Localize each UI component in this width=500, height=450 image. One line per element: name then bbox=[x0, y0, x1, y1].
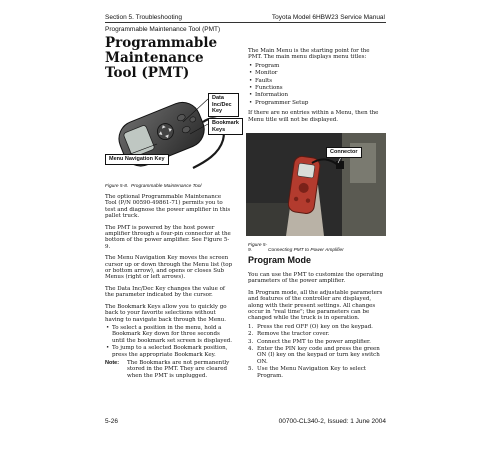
paragraph: The PMT is powered by the host power amplifier through a four-pin connector at the bottom of the power amplifier. See Figure 5-9. bbox=[105, 224, 231, 250]
pmt-figure bbox=[105, 82, 239, 180]
paragraph: In Program mode, all the adjustable parameters and features of the controller are displayed, along with their present settings. All changes occur in "real time"; the parameters can be changed while the truck is in operation. bbox=[248, 289, 383, 322]
step-item: 2. Remove the tractor cover. bbox=[248, 331, 330, 338]
figure-caption-5-9 bbox=[248, 243, 344, 253]
paragraph: The Data Inc/Dec Key changes the value of the parameter indicated by the cursor. bbox=[105, 285, 225, 299]
paragraph: The Main Menu is the starting point for the PMT. The main menu displays menu titles: bbox=[248, 48, 370, 61]
bullet-icon: • bbox=[249, 85, 253, 92]
bullet-icon: • bbox=[249, 77, 253, 84]
list-item: • Programmer Setup bbox=[249, 99, 309, 106]
figure-caption-5-8 bbox=[105, 184, 201, 189]
document-id: 00700-CL340-2, Issued: 1 June 2004 bbox=[278, 418, 386, 425]
list-item: • Information bbox=[249, 92, 289, 99]
figure-number: Figure 5-9. bbox=[248, 243, 268, 253]
right-column-bottom bbox=[248, 272, 384, 380]
bullet-icon: • bbox=[106, 345, 110, 352]
right-column-top bbox=[248, 48, 384, 128]
list-item: • Program bbox=[249, 62, 280, 69]
callout-connector: Connector bbox=[326, 147, 362, 158]
header-rule bbox=[105, 22, 386, 23]
paragraph: You can use the PMT to customize the operating parameters of the power amplifier. bbox=[248, 272, 384, 285]
note-text: The Bookmarks are not permanently stored in the PMT. They are cleared when the PMT is unplugged. bbox=[127, 359, 230, 379]
paragraph: The Bookmark Keys allow you to quickly go back to your favorite selections without having to navigate back through the Menu. bbox=[105, 303, 227, 323]
bullet-item: • To select a position in the menu, hold a Bookmark Key down for three seconds until the bookmark set screen is displayed. bbox=[106, 324, 232, 344]
step-item: 3. Connect the PMT to the power amplifier. bbox=[248, 338, 371, 345]
page-number: 5-26 bbox=[105, 418, 119, 425]
callout-bookmark-keys: Bookmark Keys bbox=[208, 118, 243, 135]
figure-number: Figure 5-8. bbox=[105, 184, 129, 189]
bullet-icon: • bbox=[106, 324, 110, 331]
bullet-icon: • bbox=[249, 70, 253, 77]
bullet-icon: • bbox=[249, 99, 253, 106]
subsection-title: Programmable Maintenance Tool (PMT) bbox=[105, 26, 221, 33]
step-item: 1. Press the red OFF (O) key on the keypad. bbox=[248, 323, 373, 330]
note bbox=[105, 360, 233, 379]
list-item: • Faults bbox=[249, 77, 273, 84]
pmt-connection-illustration bbox=[246, 133, 386, 236]
left-column bbox=[105, 194, 233, 379]
paragraph: If there are no entries within a Menu, then the Menu title will not be displayed. bbox=[248, 110, 379, 123]
callout-data-inc-dec: Data Inc/Dec Key bbox=[208, 93, 239, 117]
connector-photo bbox=[246, 133, 386, 236]
header-manual-title: Toyota Model 6HBW23 Service Manual bbox=[271, 14, 385, 21]
paragraph: The Menu Navigation Key moves the screen cursor up or down through the Menu list (top or bottom arrow), and opens or closes Sub Menus (right or left arrows). bbox=[105, 255, 233, 281]
bullet-icon: • bbox=[249, 62, 253, 69]
bullet-item: • To jump to a selected Bookmark position, press the appropriate Bookmark Key. bbox=[106, 345, 228, 358]
header-section: Section 5. Troubleshooting bbox=[105, 14, 182, 21]
list-item: • Monitor bbox=[249, 70, 278, 77]
note-label: Note: bbox=[105, 359, 120, 366]
page-title: Programmable Maintenance Tool (PMT) bbox=[105, 35, 218, 81]
figure-caption-text: Programmable Maintenance Tool bbox=[131, 184, 202, 189]
paragraph: The optional Programmable Maintenance Tool (P/N 00590-49861-71) permits you to test and diagnose the power amplifier in this pallet truck. bbox=[105, 194, 231, 220]
figure-caption-text: Connecting PMT to Power Amplifier bbox=[268, 248, 344, 253]
bullet-icon: • bbox=[249, 92, 253, 99]
callout-menu-navigation: Menu Navigation Key bbox=[105, 154, 169, 165]
section-heading: Program Mode bbox=[248, 255, 312, 265]
menu-title-list bbox=[248, 63, 384, 106]
step-item: 4. Enter the PIN key code and press the green ON (I) key on the keypad or turn key switch ON. bbox=[248, 346, 380, 365]
list-item: • Functions bbox=[249, 85, 283, 92]
step-item: 5. Use the Menu Navigation Key to select Program. bbox=[248, 366, 366, 379]
